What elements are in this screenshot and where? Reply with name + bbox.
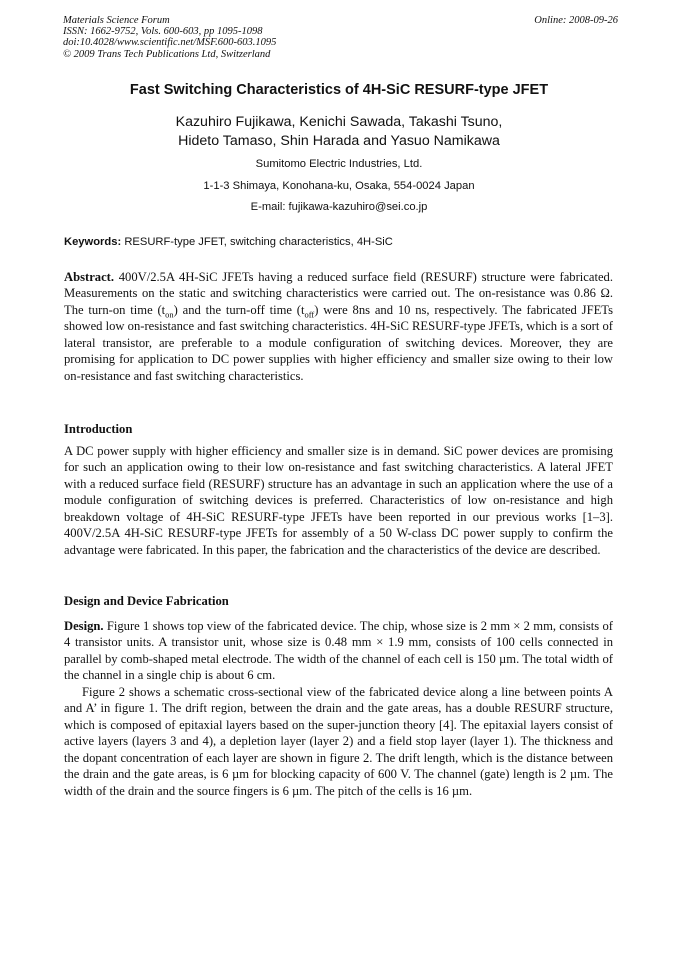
keywords	[64, 236, 624, 248]
design-paragraph-2: Figure 2 shows a schematic cross-sectional view of the fabricated device along a line between points A and A’ in figure 1. The drift region, between the drain and the gate areas, has a double RESURF structure, which is composed of epitaxial layers based on the super-junction theory [4]. The epitaxial layers consist of active layers (layers 3 and 4), a depletion layer (layer 2) and a field stop layer (layer 1). The thickness and the dopant concentration of each layer are shown in figure 2. The drift length, which is the distance between the drain and the gate areas, is 6 µm for blocking capacity of 600 V. The channel (gate) length is 2 µm. The width of the drain and the source fingers is 6 µm. The pitch of the cells is 16 µm.	[64, 684, 613, 798]
abstract-text-2: ) and the turn-off time (t	[173, 302, 305, 317]
affiliation-address: 1-1-3 Shimaya, Konohana-ku, Osaka, 554-0024 Japan	[203, 180, 475, 192]
author-line-1: Kazuhiro Fujikawa, Kenichi Sawada, Takashi Tsuno,	[175, 114, 503, 130]
journal-name: Materials Science Forum	[63, 15, 170, 26]
design-label: Design.	[64, 619, 104, 633]
journal-header	[63, 15, 618, 60]
online-date: Online: 2008-09-26	[534, 15, 618, 26]
issn-line: ISSN: 1662-9752, Vols. 600-603, pp 1095-1098	[63, 26, 263, 38]
paper-title: Fast Switching Characteristics of 4H-SiC RESURF-type JFET	[129, 82, 549, 98]
keywords-text: RESURF-type JFET, switching characteristics, 4H-SiC	[124, 236, 393, 248]
abstract-label: Abstract.	[64, 270, 115, 284]
author-list	[0, 113, 678, 151]
design-paragraph-1	[64, 618, 613, 684]
affiliation-email: E-mail: fujikawa-kazuhiro@sei.co.jp	[250, 201, 428, 213]
doi-line: doi:10.4028/www.scientific.net/MSF.600-603.1095	[63, 37, 277, 49]
subscript-on: on	[165, 309, 174, 320]
design-heading: Design and Device Fabrication	[64, 594, 229, 608]
keywords-label: Keywords:	[64, 236, 122, 248]
design-section	[64, 618, 613, 799]
subscript-off: off	[304, 309, 315, 320]
abstract-text-3: ) were 8ns and 10 ns, respectively. The fabricated JFETs showed low on-resistance and fast switching characteristics. 4H-SiC RESURF-type JFETs, which is a sort of lateral transistor, are preferable to a module configuration of switching devices. Moreover, they are promising for application to DC power supplies with higher efficiency and smaller size owing to their low on-resistance and fast switching characteristics.	[64, 302, 613, 383]
author-line-2: Hideto Tamaso, Shin Harada and Yasuo Namikawa	[178, 133, 500, 149]
affiliation-org: Sumitomo Electric Industries, Ltd.	[255, 158, 423, 170]
abstract-text-1: 400V/2.5A 4H-SiC JFETs having a reduced surface field (RESURF) structure were fabricated. Measurements on the static and switching characteristics were carried out. The on-resistance was 0.86 Ω. The turn-on time (t	[64, 270, 613, 317]
design-para1-text: Figure 1 shows top view of the fabricated device. The chip, whose size is 2 mm × 2 mm, consists of 4 transistor units. A transistor unit, whose size is 0.48 mm × 1.9 mm, consists of 100 cells connected in parallel by comb-shaped metal electrode. The width of the channel of each cell is 150 µm. The total width of the channel in a single chip is about 6 cm.	[64, 619, 613, 683]
introduction-text: A DC power supply with higher efficiency and smaller size is in demand. SiC power devices are promising for such an application owing to their low on-resistance and fast switching characteristics. A lateral JFET with a reduced surface field (RESURF) structure has an advantage in such an application where the use of a module configuration of switching devices is preferred. Characteristics of low on-resistance and high breakdown voltage of 4H-SiC RESURF-type JFETs have been reported in our previous works [1–3]. 400V/2.5A 4H-SiC RESURF-type JFETs for assembly of a 50 W-class DC power supply to confirm the advantage were fabricated. In this paper, the fabrication and the characteristics of the device are described.	[64, 444, 613, 557]
introduction-heading: Introduction	[64, 422, 133, 436]
abstract	[64, 269, 613, 384]
copyright-line: © 2009 Trans Tech Publications Ltd, Switzerland	[63, 48, 271, 60]
